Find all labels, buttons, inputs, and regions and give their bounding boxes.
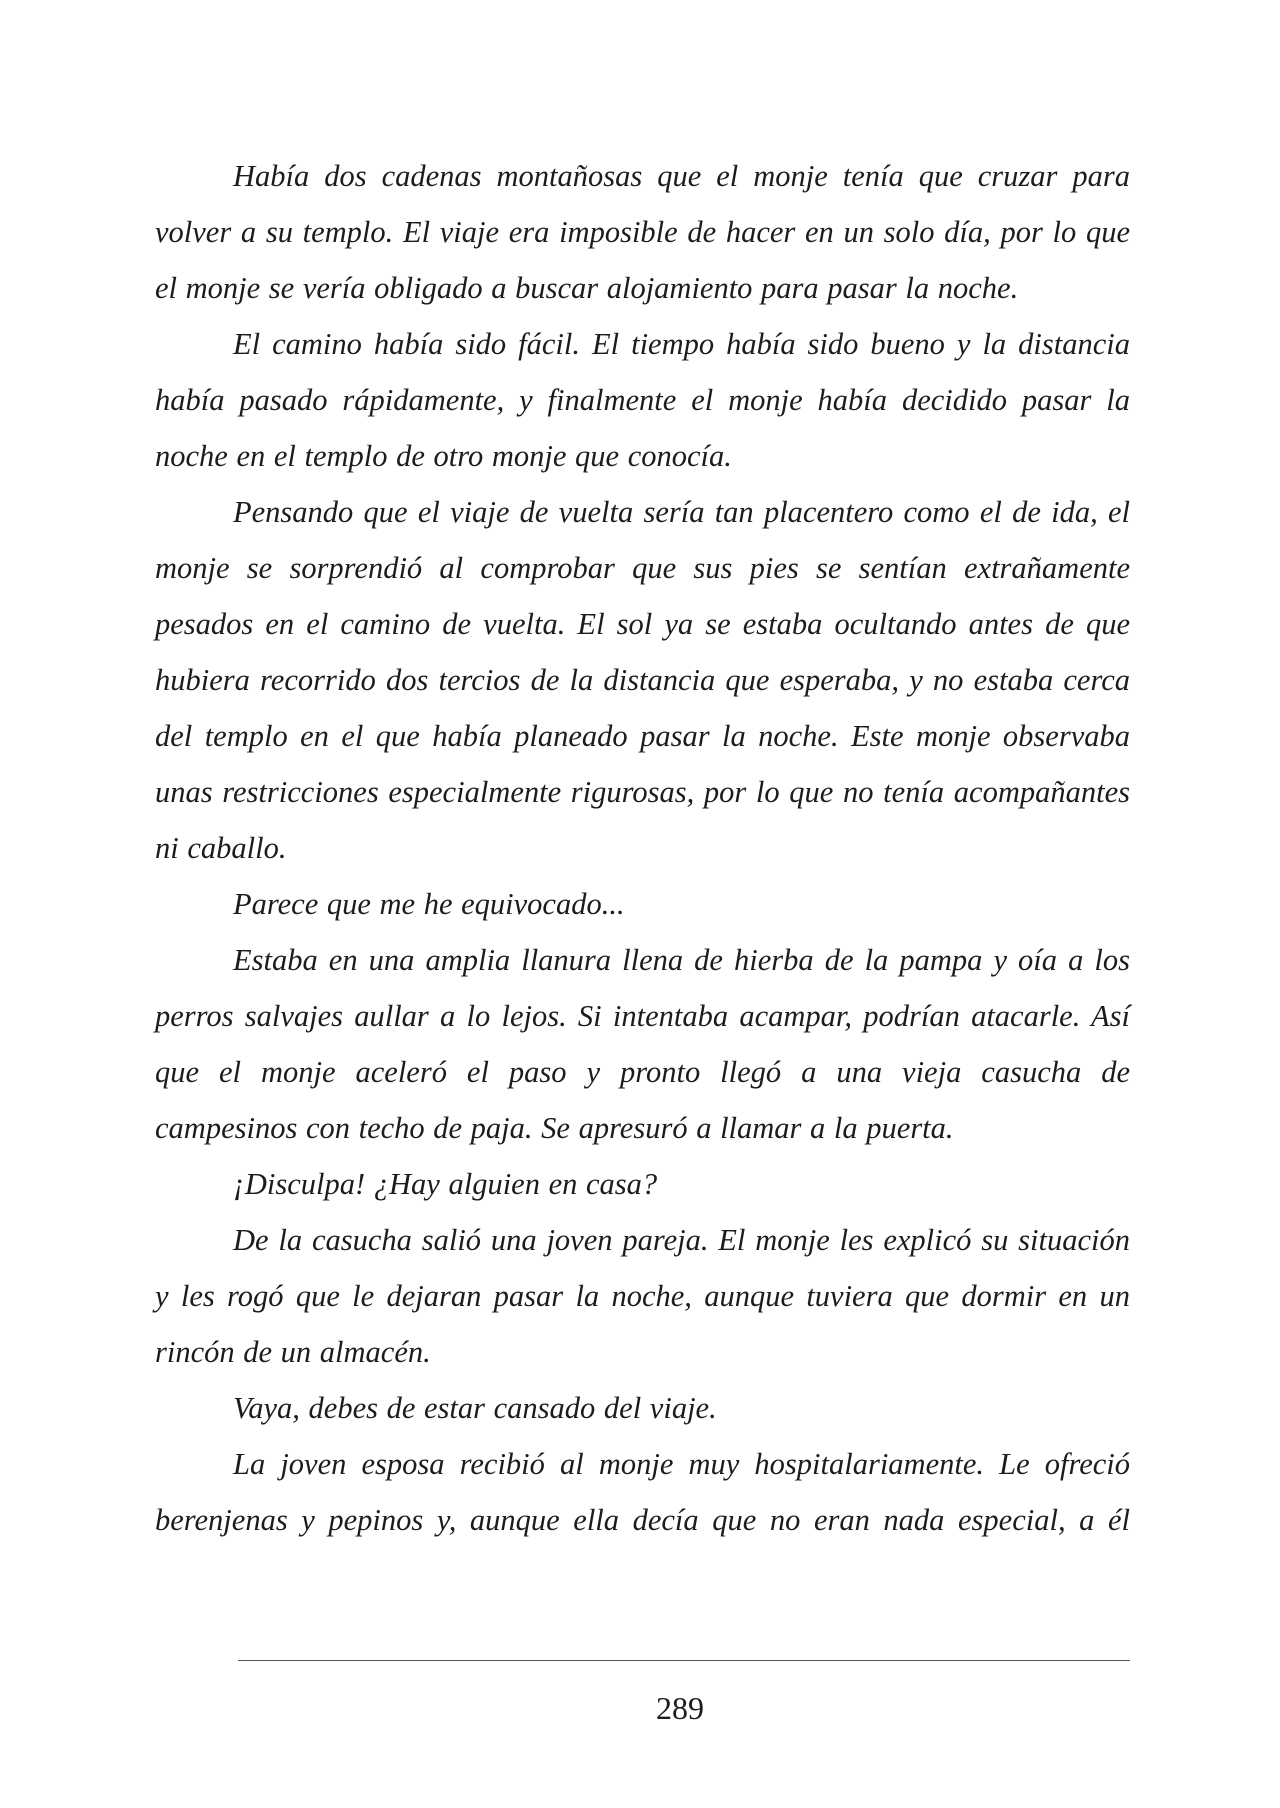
footer-divider bbox=[238, 1660, 1130, 1661]
paragraph-last-line: La joven esposa recibió al monje muy hospitalariamente. Le ofreció berenjenas y pepinos y, aunque ella decía que no eran nada especial, a él bbox=[155, 1447, 1130, 1537]
paragraph: El camino había sido fácil. El tiempo había sido bueno y la distancia había pasado rápidamente, y finalmente el monje había decidido pasar la noche en el templo de otro monje que conocía. bbox=[155, 327, 1130, 473]
paragraph: Pensando que el viaje de vuelta sería tan placentero como el de ida, el monje se sorprendió al comprobar que sus pies se sentían extrañamente pesados en el camino de vuelta. El sol ya se estaba ocultando antes de que hubiera recorrido dos tercios de la distancia que esperaba, y no estaba cerca del templo en el que había planeado pasar la noche. Este monje observaba unas restricciones especialmente rigurosas, por lo que no tenía acompañantes ni caballo. bbox=[155, 495, 1130, 865]
paragraph: De la casucha salió una joven pareja. El monje les explicó su situación y les rogó que le dejaran pasar la noche, aunque tuviera que dormir en un rincón de un almacén. bbox=[155, 1223, 1130, 1369]
paragraph: Estaba en una amplia llanura llena de hierba de la pampa y oía a los perros salvajes aullar a lo lejos. Si intentaba acampar, podrían atacarle. Así que el monje aceleró el paso y pronto llegó a una vieja casucha de campesinos con techo de paja. Se apresuró a llamar a la puerta. bbox=[155, 943, 1130, 1145]
paragraph: Había dos cadenas montañosas que el monje tenía que cruzar para volver a su templo. El viaje era imposible de hacer en un solo día, por lo que el monje se vería obligado a buscar alojamiento para pasar la noche. bbox=[155, 159, 1130, 305]
page-body bbox=[155, 148, 1130, 1548]
dialogue-line: Vaya, debes de estar cansado del viaje. bbox=[233, 1391, 717, 1425]
page-number: 289 bbox=[656, 1690, 704, 1726]
dialogue-line: ¡Disculpa! ¿Hay alguien en casa? bbox=[233, 1167, 658, 1201]
dialogue-line: Parece que me he equivocado... bbox=[233, 887, 625, 921]
